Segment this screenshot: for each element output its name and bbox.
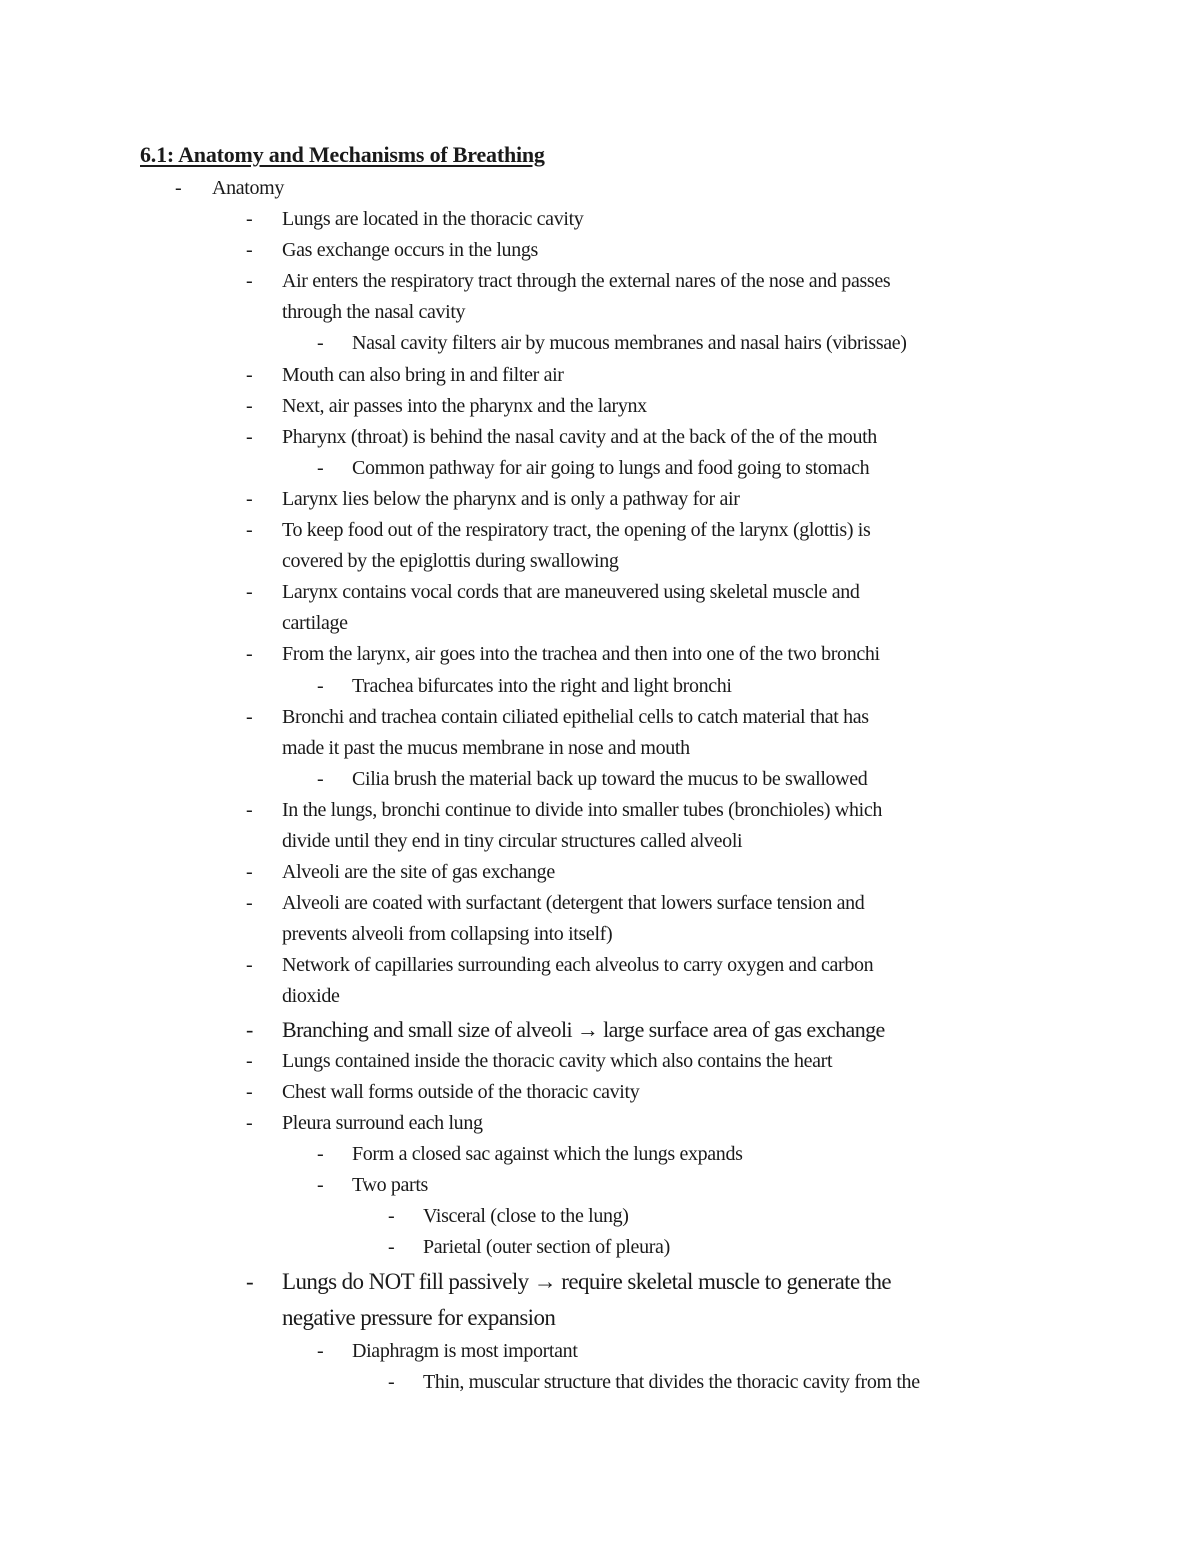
list-item-text: Larynx lies below the pharynx and is only a pathway for air: [282, 487, 740, 510]
list-item: [0, 391, 1200, 422]
list-item-continuation: [0, 733, 1200, 764]
list-item: [0, 1139, 1200, 1170]
list-item-text: Parietal (outer section of pleura): [423, 1236, 670, 1259]
bullet-dash: -: [246, 425, 253, 448]
list-item: [0, 1046, 1200, 1077]
list-item: [0, 1201, 1200, 1232]
list-item-continuation: [0, 981, 1200, 1012]
notes-list: [0, 173, 1200, 1398]
list-item-text: In the lungs, bronchi continue to divide into smaller tubes (bronchioles) which: [282, 798, 882, 821]
list-item: [0, 204, 1200, 235]
list-item-text: made it past the mucus membrane in nose and mouth: [282, 736, 690, 759]
list-item-text: Anatomy: [212, 177, 284, 199]
bullet-dash: -: [388, 1371, 395, 1394]
list-item-text: Cilia brush the material back up toward the mucus to be swallowed: [352, 767, 868, 790]
list-item-text: dioxide: [282, 985, 340, 1008]
list-item-text: covered by the epiglottis during swallowing: [282, 550, 619, 573]
list-item-text: Lungs contained inside the thoracic cavity which also contains the heart: [282, 1049, 833, 1072]
list-item: [0, 577, 1200, 608]
bullet-dash: -: [246, 270, 253, 293]
bullet-dash: -: [246, 643, 253, 666]
list-item-text: Branching and small size of alveoli → large surface area of gas exchange: [282, 1016, 885, 1042]
bullet-dash: -: [317, 767, 324, 790]
list-item-text: Alveoli are coated with surfactant (detergent that lowers surface tension and: [282, 892, 865, 915]
list-item-text: Trachea bifurcates into the right and light bronchi: [352, 674, 732, 697]
list-item-text: Next, air passes into the pharynx and the larynx: [282, 394, 647, 417]
list-item: [0, 173, 1200, 204]
bullet-dash: -: [175, 177, 182, 199]
bullet-dash: -: [246, 363, 253, 386]
list-item-text: negative pressure for expansion: [282, 1305, 556, 1331]
bullet-dash: -: [246, 798, 253, 821]
list-item: [0, 515, 1200, 546]
list-item-text: Mouth can also bring in and filter air: [282, 363, 564, 386]
list-item-text: prevents alveoli from collapsing into itself): [282, 923, 613, 946]
list-item-continuation: [0, 546, 1200, 577]
list-item-text: Two parts: [352, 1173, 428, 1196]
list-item: [0, 671, 1200, 702]
list-item-text: Pharynx (throat) is behind the nasal cavity and at the back of the of the mouth: [282, 425, 877, 448]
list-item: [0, 360, 1200, 391]
list-item-text: Air enters the respiratory tract through the external nares of the nose and passes: [282, 270, 891, 293]
list-item: [0, 857, 1200, 888]
bullet-dash: -: [246, 1016, 253, 1042]
list-item-continuation: [0, 826, 1200, 857]
bullet-dash: -: [317, 1142, 324, 1165]
list-item: [0, 235, 1200, 266]
page-title: 6.1: Anatomy and Mechanisms of Breathing: [140, 142, 545, 167]
list-item-text: through the nasal cavity: [282, 301, 466, 324]
list-item-text: Lungs do NOT fill passively → require skeletal muscle to generate the: [282, 1269, 892, 1295]
list-item: [0, 328, 1200, 359]
list-item: [0, 950, 1200, 981]
list-item: [0, 795, 1200, 826]
list-item: [0, 888, 1200, 919]
bullet-dash: -: [246, 892, 253, 915]
bullet-dash: -: [246, 1269, 254, 1295]
bullet-dash: -: [246, 239, 253, 262]
list-item: [0, 1232, 1200, 1263]
list-item-text: Alveoli are the site of gas exchange: [282, 861, 555, 884]
bullet-dash: -: [246, 1080, 253, 1103]
bullet-dash: -: [317, 1340, 324, 1363]
bullet-dash: -: [246, 1111, 253, 1134]
bullet-dash: -: [388, 1236, 395, 1259]
list-item-text: Chest wall forms outside of the thoracic cavity: [282, 1080, 640, 1103]
list-item-text: Visceral (close to the lung): [423, 1205, 629, 1227]
bullet-dash: -: [246, 581, 253, 604]
bullet-dash: -: [246, 394, 253, 417]
list-item-text: Nasal cavity filters air by mucous membranes and nasal hairs (vibrissae): [352, 332, 907, 355]
list-item-text: Thin, muscular structure that divides the thoracic cavity from the: [423, 1371, 920, 1394]
list-item-text: Lungs are located in the thoracic cavity: [282, 208, 584, 231]
list-item-continuation: [0, 297, 1200, 328]
list-item-text: From the larynx, air goes into the trachea and then into one of the two bronchi: [282, 643, 880, 666]
list-item: [0, 422, 1200, 453]
list-item: [0, 266, 1200, 297]
bullet-dash: -: [246, 1049, 253, 1072]
list-item: [0, 1336, 1200, 1367]
list-item: [0, 484, 1200, 515]
list-item-text: Pleura surround each lung: [282, 1111, 483, 1134]
bullet-dash: -: [317, 456, 324, 479]
list-item-text: Form a closed sac against which the lungs expands: [352, 1142, 743, 1165]
list-item-text: Common pathway for air going to lungs and food going to stomach: [352, 456, 870, 479]
list-item: [0, 1367, 1200, 1398]
bullet-dash: -: [246, 519, 253, 542]
list-item-text: Bronchi and trachea contain ciliated epithelial cells to catch material that has: [282, 705, 869, 728]
list-item-text: divide until they end in tiny circular structures called alveoli: [282, 829, 743, 852]
list-item-continuation: [0, 1300, 1200, 1336]
list-item-text: Gas exchange occurs in the lungs: [282, 239, 538, 262]
bullet-dash: -: [246, 487, 253, 510]
list-item: [0, 1077, 1200, 1108]
list-item: [0, 702, 1200, 733]
list-item: [0, 453, 1200, 484]
bullet-dash: -: [246, 861, 253, 884]
list-item-continuation: [0, 608, 1200, 639]
list-item: [0, 764, 1200, 795]
list-item-text: Diaphragm is most important: [352, 1340, 578, 1363]
bullet-dash: -: [317, 674, 324, 697]
bullet-dash: -: [317, 332, 324, 355]
list-item-text: cartilage: [282, 612, 348, 635]
list-item: [0, 1170, 1200, 1201]
list-item: [0, 1263, 1200, 1300]
list-item-text: Larynx contains vocal cords that are maneuvered using skeletal muscle and: [282, 581, 860, 604]
bullet-dash: -: [246, 954, 253, 977]
list-item: [0, 1013, 1200, 1046]
bullet-dash: -: [317, 1173, 324, 1196]
bullet-dash: -: [246, 705, 253, 728]
list-item-text: To keep food out of the respiratory tract, the opening of the larynx (glottis) is: [282, 519, 871, 542]
bullet-dash: -: [246, 208, 253, 231]
list-item-continuation: [0, 919, 1200, 950]
list-item-text: Network of capillaries surrounding each alveolus to carry oxygen and carbon: [282, 954, 874, 977]
list-item: [0, 639, 1200, 670]
bullet-dash: -: [388, 1205, 395, 1227]
list-item: [0, 1108, 1200, 1139]
